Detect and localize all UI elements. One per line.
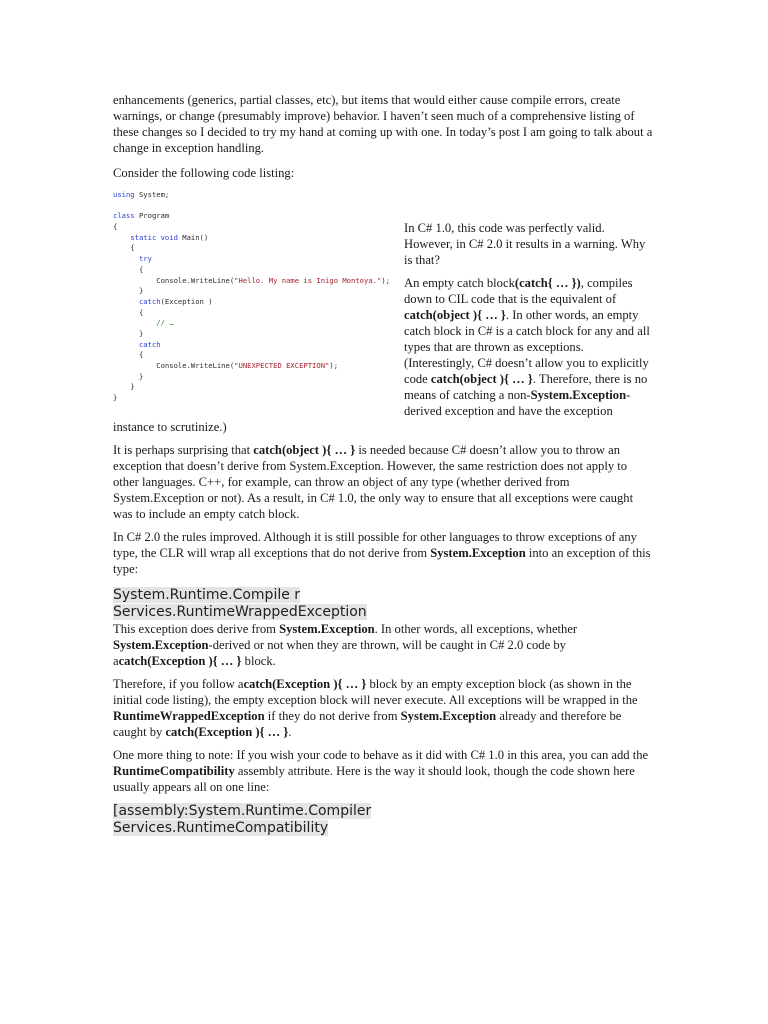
p6-text-i: . xyxy=(288,725,292,739)
p2-text-e: . In other words, an empty catch block in C# is a catch block for any and all types that are thrown as exceptions. (Interestingly, C# doesn’t allow you to explicitly code xyxy=(404,308,650,386)
code-line xyxy=(113,265,396,276)
code-token: Main() xyxy=(177,232,209,242)
code-token: } xyxy=(113,371,144,381)
code-line xyxy=(113,254,396,265)
code-token: { xyxy=(113,243,135,253)
code-token: catch xyxy=(138,339,161,349)
code-token: { xyxy=(113,264,144,274)
p6-text-a: Therefore, if you follow a xyxy=(113,677,244,691)
type-line-1: System.Runtime.Compile r xyxy=(113,587,301,603)
code-token: (Exception ) xyxy=(160,296,213,306)
code-line xyxy=(113,243,396,254)
p3-text-c: is needed because C# doesn’t allow you to throw an exception that doesn’t derive from System.Exception. However, the same restriction does not apply to other languages. C++, for example, can throw an object of any type (whether derived from System.Exception or not). As a result, in C# 1.0, the only way to ensure that all exceptions were caught was to include an empty catch block. xyxy=(113,443,634,521)
code-line xyxy=(113,222,396,233)
wrapped-exception-type-block xyxy=(113,587,655,621)
intro-paragraph: enhancements (generics, partial classes, etc), but items that would either cause compile errors, create warnings, or change (presumably improve) behavior. I haven’t seen much of a comprehensive listing of these changes so I decided to try my hand at coming up with one. In today’s post I am going to talk about a change in exception handling. xyxy=(113,93,653,155)
p7-runtime-compatibility: RuntimeCompatibility xyxy=(113,764,235,778)
code-token: } xyxy=(113,393,118,403)
code-line xyxy=(113,201,396,212)
code-token: "Hello. My name is Inigo Montoya." xyxy=(234,275,382,285)
code-token: } xyxy=(113,286,144,296)
code-token xyxy=(113,297,139,306)
code-token: using xyxy=(113,190,135,199)
p6-code-catch-exception-2: catch(Exception ){ … } xyxy=(165,725,289,739)
p6-runtime-wrapped-exception: RuntimeWrappedException xyxy=(113,709,265,723)
p7-text-a: One more thing to note: If you wish your code to behave as it did with C# 1.0 in this area, you can add the xyxy=(113,748,649,762)
code-token xyxy=(113,318,156,327)
p4-system-exception: System.Exception xyxy=(430,546,526,560)
p2-text-a: An empty catch block xyxy=(404,276,515,290)
p4-text-a: In C# 2.0 the rules improved. Although it is still possible for other languages to throw exceptions of any type, the CLR will wrap all exceptions that do not derive from xyxy=(113,530,637,560)
code-token: class xyxy=(113,211,135,221)
code-line xyxy=(113,382,396,393)
p6-code-catch-exception: catch(Exception ){ … } xyxy=(243,677,367,691)
code-token: System; xyxy=(134,190,170,199)
p2-code-empty-catch: (catch{ … }) xyxy=(514,276,581,290)
code-line xyxy=(113,297,396,308)
p6-text-e: if they do not derive from xyxy=(264,709,401,723)
p2-code-catch-object: catch(object ){ … } xyxy=(404,308,506,322)
code-line xyxy=(113,350,396,361)
p6-text-g: already and therefore be caught by xyxy=(113,709,622,739)
side-paragraph-1: In C# 1.0, this code was perfectly valid. However, in C# 2.0 it results in a warning. Why is that? xyxy=(404,221,646,267)
code-line xyxy=(113,372,396,383)
consider-line: Consider the following code listing: xyxy=(113,166,295,180)
code-token xyxy=(113,233,130,242)
paragraph-3 xyxy=(113,442,655,522)
code-line xyxy=(113,361,396,372)
paragraph-6 xyxy=(113,676,655,740)
assembly-attribute-block xyxy=(113,803,655,837)
code-line xyxy=(113,340,396,351)
code-line xyxy=(113,329,396,340)
code-line xyxy=(113,308,396,319)
p2-text-c: , compiles down to CIL code that is the equivalent of xyxy=(404,276,633,306)
code-token: try xyxy=(138,254,152,264)
p3-text-a: It is perhaps surprising that xyxy=(113,443,254,457)
type-line-2: Services.RuntimeWrappedException xyxy=(113,604,367,620)
code-token: { xyxy=(113,350,144,360)
code-line xyxy=(113,190,396,201)
code-token: // … xyxy=(156,318,174,328)
p6-system-exception: System.Exception xyxy=(400,709,497,723)
p5-text-c: . In other words, all exceptions, whether xyxy=(374,622,578,636)
p5-system-exception-2: System.Exception xyxy=(113,638,209,652)
attr-line-2: Services.RuntimeCompatibility xyxy=(113,820,329,836)
code-listing-image xyxy=(113,188,396,408)
p2-text-i: -derived exception and have the exception instance to scrutinize.) xyxy=(113,388,631,434)
p2-text-g: . Therefore, there is no means of catching a non- xyxy=(404,372,648,402)
code-line xyxy=(113,318,396,329)
code-token: Console.WriteLine( xyxy=(113,275,235,285)
code-token: } xyxy=(113,382,135,392)
code-token: catch xyxy=(138,296,161,306)
p4-text-c: into an exception of this type: xyxy=(113,546,651,576)
p5-text-e: -derived or not when they are thrown, will be caught in C# 2.0 code by a xyxy=(113,638,566,668)
p2-system-exception: System.Exception xyxy=(530,388,627,402)
code-token: Console.WriteLine( xyxy=(113,361,235,370)
p5-text-a: This exception does derive from xyxy=(113,622,280,636)
p5-code-catch-exception: catch(Exception ){ … } xyxy=(118,654,242,668)
code-line xyxy=(113,233,396,244)
code-token xyxy=(113,254,139,263)
p5-text-g: block. xyxy=(241,654,276,668)
code-token: ); xyxy=(381,275,390,285)
code-line xyxy=(113,286,396,297)
code-token: static void xyxy=(130,232,178,242)
code-token: { xyxy=(113,222,118,232)
code-line xyxy=(113,276,396,287)
code-line xyxy=(113,393,396,404)
code-token: { xyxy=(113,307,144,317)
code-token: Program xyxy=(134,211,170,221)
paragraph-4 xyxy=(113,529,655,577)
paragraph-5 xyxy=(113,621,655,669)
p2-code-catch-object-2: catch(object ){ … } xyxy=(430,372,533,386)
p6-text-c: block by an empty exception block (as shown in the initial code listing), the empty exception block will never execute. All exceptions will be wrapped in the xyxy=(113,677,638,707)
code-token: "UNEXPECTED EXCEPTION" xyxy=(234,361,330,370)
code-token: ); xyxy=(329,361,339,370)
attr-line-1: [assembly:System.Runtime.Compiler xyxy=(113,803,372,819)
article-body xyxy=(113,92,655,837)
p3-code-catch-object: catch(object ){ … } xyxy=(253,443,356,457)
p7-text-c: assembly attribute. Here is the way it should look, though the code shown here usually appears all on one line: xyxy=(113,764,635,794)
code-token xyxy=(113,340,139,349)
paragraph-7 xyxy=(113,747,655,795)
p5-system-exception: System.Exception xyxy=(279,622,375,636)
code-line xyxy=(113,211,396,222)
code-token: } xyxy=(113,328,144,338)
